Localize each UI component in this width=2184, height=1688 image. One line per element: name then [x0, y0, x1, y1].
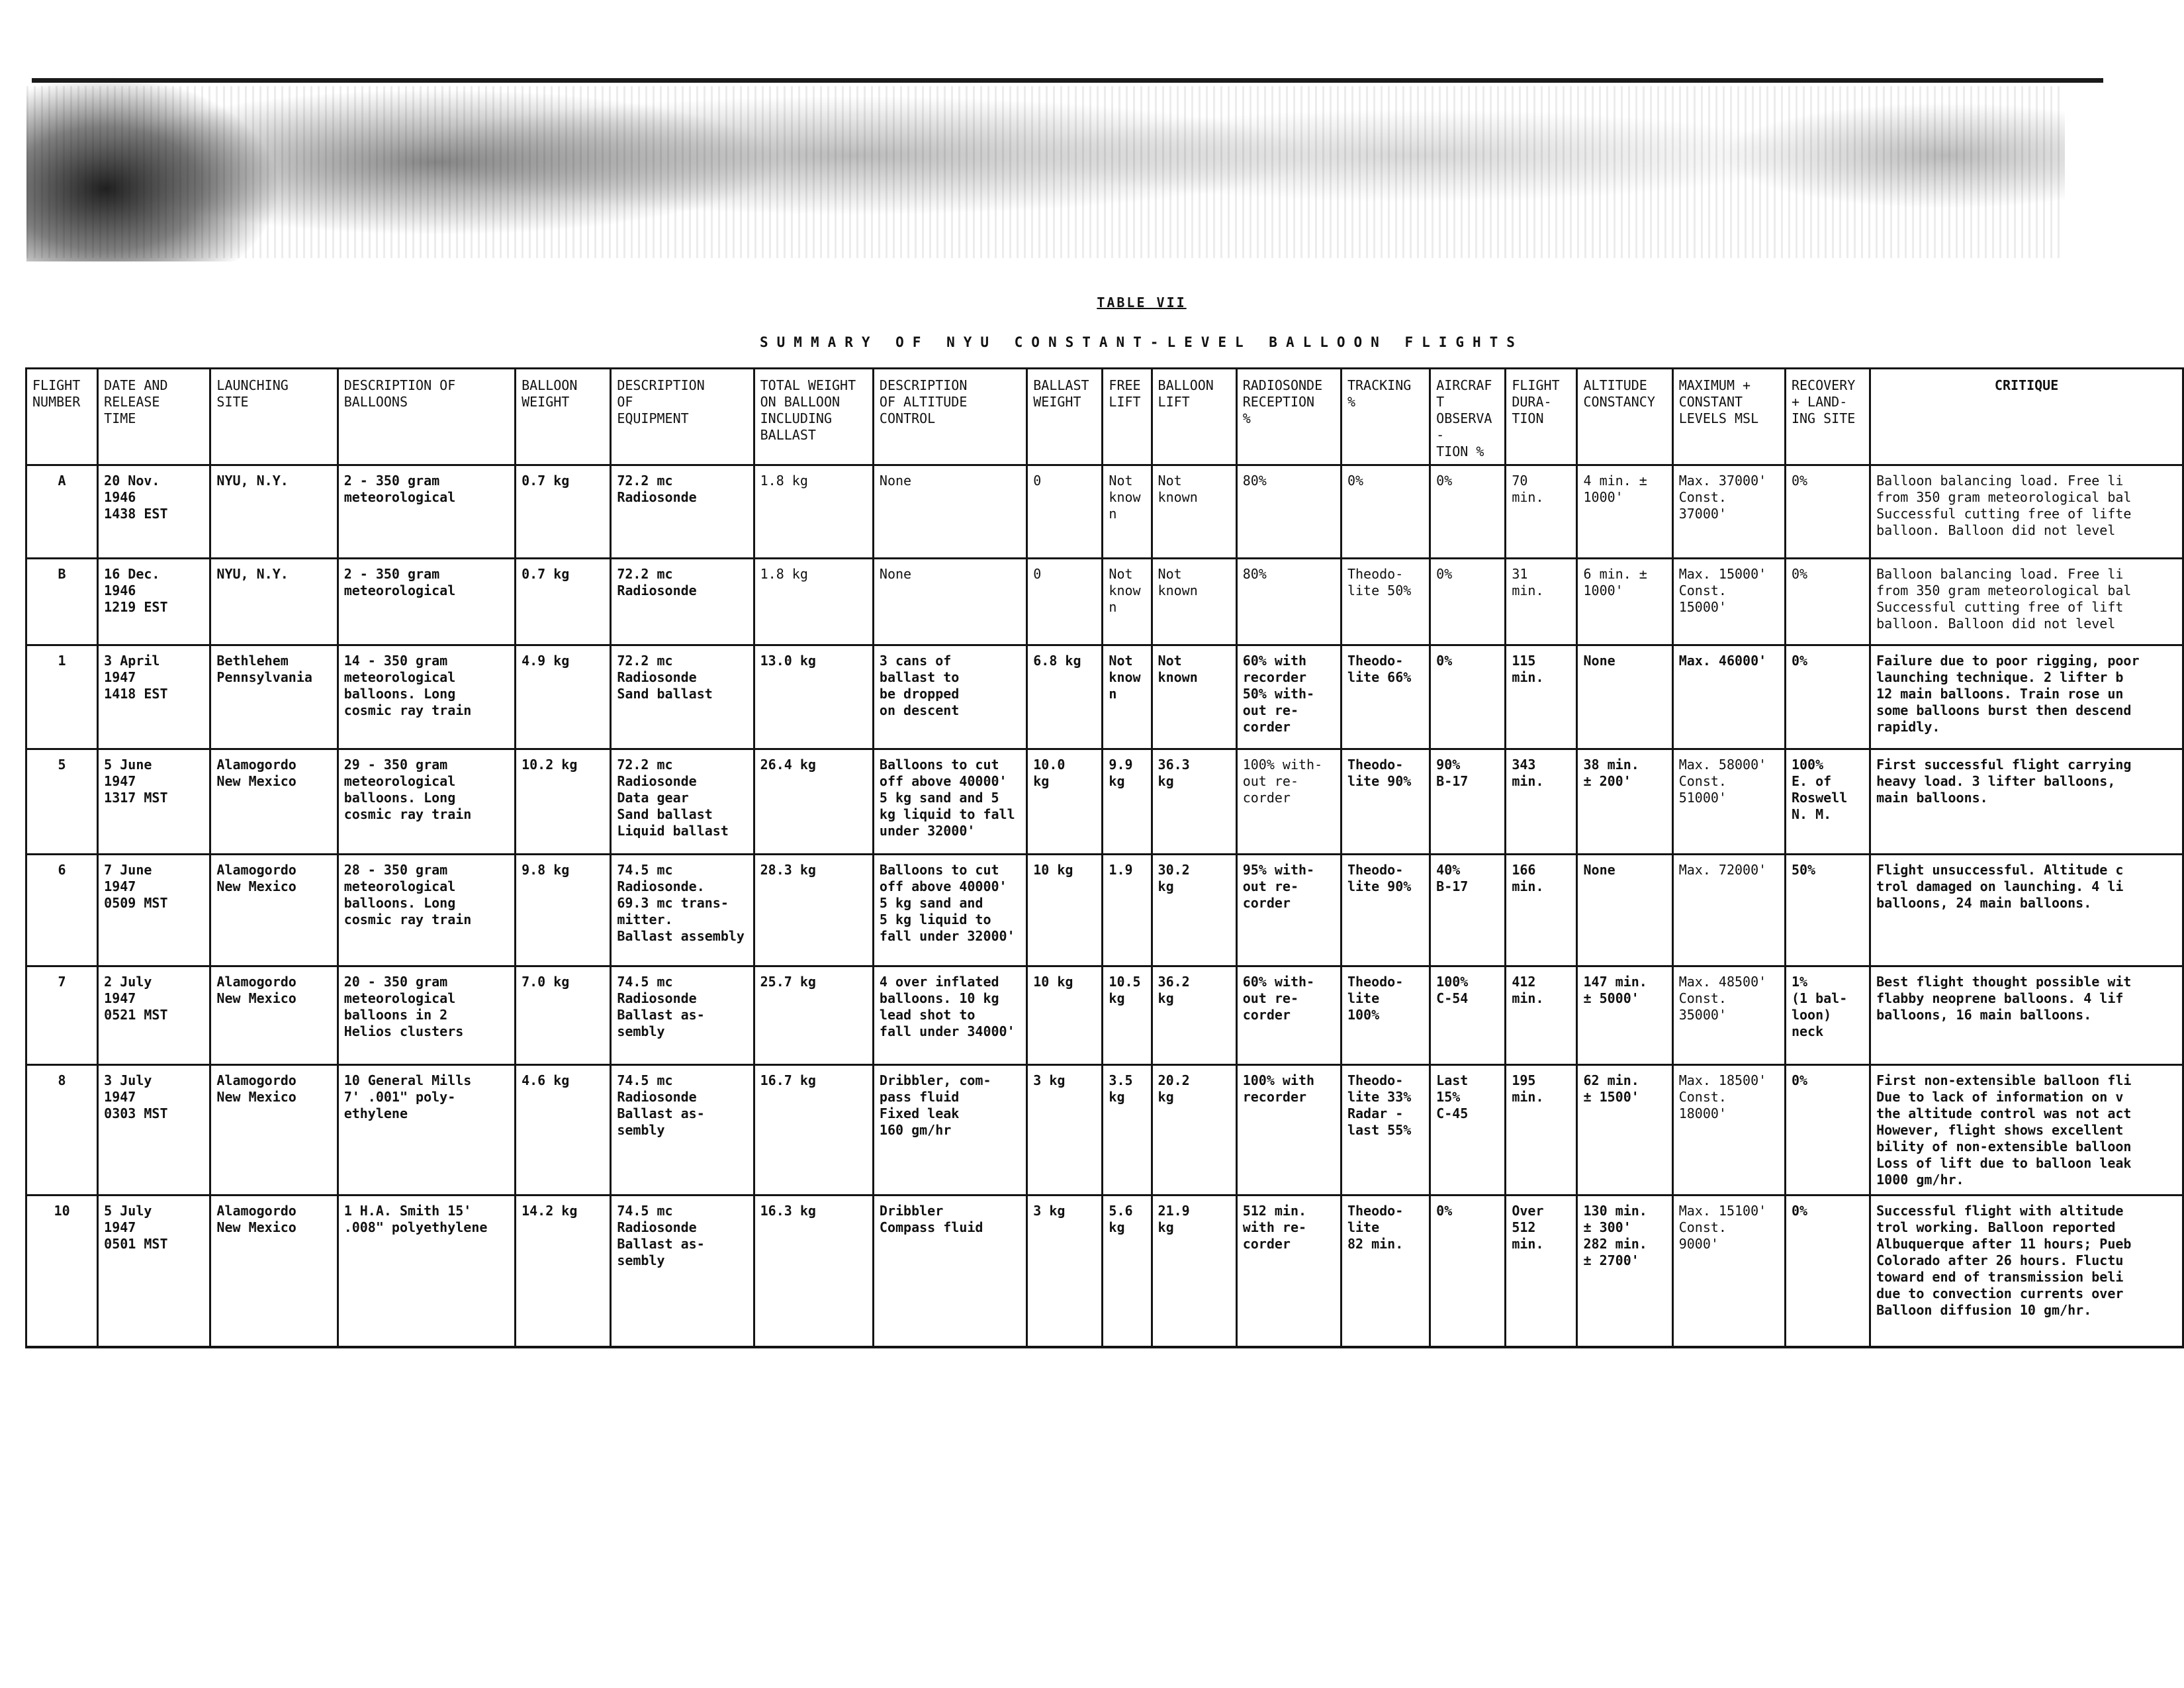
cell-radiosonde-reception: 80% [1236, 559, 1341, 645]
cell-description-of-equipment: 74.5 mc Radiosonde Ballast as- sembly [611, 1196, 754, 1348]
col-altitude-constancy: ALTITUDE CONSTANCY [1577, 369, 1672, 465]
cell-launching-site: NYU, N.Y. [210, 465, 338, 559]
cell-radiosonde-reception: 100% with- out re- corder [1236, 749, 1341, 855]
cell-description-of-equipment: 74.5 mc Radiosonde. 69.3 mc trans- mitter. Ballast assembly [611, 855, 754, 966]
cell-balloon-lift: 36.3 kg [1152, 749, 1236, 855]
col-free-lift: FREE LIFT [1103, 369, 1152, 465]
cell-radiosonde-reception: 80% [1236, 465, 1341, 559]
cell-altitude-constancy: 6 min. ± 1000' [1577, 559, 1672, 645]
col-tracking: TRACKING % [1341, 369, 1430, 465]
cell-total-weight: 26.4 kg [754, 749, 873, 855]
col-recovery-landing-site: RECOVERY + LAND- ING SITE [1785, 369, 1870, 465]
cell-description-of-equipment: 72.2 mc Radiosonde [611, 559, 754, 645]
cell-date-release-time: 16 Dec. 1946 1219 EST [98, 559, 210, 645]
cell-balloon-weight: 4.9 kg [516, 645, 611, 749]
cell-balloon-lift: 21.9 kg [1152, 1196, 1236, 1348]
cell-ballast-weight: 10 kg [1027, 855, 1103, 966]
cell-flight-number: 6 [26, 855, 98, 966]
cell-flight-number: 7 [26, 966, 98, 1065]
cell-tracking: Theodo- lite 66% [1341, 645, 1430, 749]
cell-total-weight: 16.7 kg [754, 1065, 873, 1196]
cell-maximum-constant-levels: Max. 46000' [1672, 645, 1785, 749]
cell-total-weight: 1.8 kg [754, 465, 873, 559]
cell-altitude-control: Dribbler Compass fluid [873, 1196, 1026, 1348]
cell-aircraft-observation: 40% B-17 [1430, 855, 1506, 966]
col-radiosonde-reception: RADIOSONDE RECEPTION % [1236, 369, 1341, 465]
table-subtitle: SUMMARY OF NYU CONSTANT-LEVEL BALLOON FLIGHTS [760, 334, 1524, 350]
cell-total-weight: 13.0 kg [754, 645, 873, 749]
cell-tracking: Theodo- lite 82 min. [1341, 1196, 1430, 1348]
cell-date-release-time: 3 April 1947 1418 EST [98, 645, 210, 749]
col-balloon-weight: BALLOON WEIGHT [516, 369, 611, 465]
table-row [26, 855, 2183, 966]
cell-ballast-weight: 0 [1027, 559, 1103, 645]
cell-date-release-time: 5 June 1947 1317 MST [98, 749, 210, 855]
cell-launching-site: NYU, N.Y. [210, 559, 338, 645]
cell-date-release-time: 20 Nov. 1946 1438 EST [98, 465, 210, 559]
cell-maximum-constant-levels: Max. 15100' Const. 9000' [1672, 1196, 1785, 1348]
cell-radiosonde-reception: 512 min. with re- corder [1236, 1196, 1341, 1348]
cell-ballast-weight: 0 [1027, 465, 1103, 559]
cell-critique: Balloon balancing load. Free li from 350 gram meteorological bal Successful cutting free of lifte balloon. Balloon did not level [1870, 465, 2183, 559]
cell-free-lift: 5.6 kg [1103, 1196, 1152, 1348]
cell-critique: First non-extensible balloon fli Due to lack of information on v the altitude control was not act However, flight shows excellent bility of non-extensible balloon Loss of lift due to balloon leak 1000 gm/hr. [1870, 1065, 2183, 1196]
cell-altitude-constancy: None [1577, 645, 1672, 749]
cell-tracking: Theodo- lite 90% [1341, 749, 1430, 855]
cell-balloon-weight: 14.2 kg [516, 1196, 611, 1348]
cell-balloon-lift: 30.2 kg [1152, 855, 1236, 966]
cell-flight-duration: Over 512 min. [1506, 1196, 1577, 1348]
table-row [26, 559, 2183, 645]
cell-free-lift: 3.5 kg [1103, 1065, 1152, 1196]
col-aircraft-observation: AIRCRAFT OBSERVA- TION % [1430, 369, 1506, 465]
cell-launching-site: Alamogordo New Mexico [210, 966, 338, 1065]
col-description-of-equipment: DESCRIPTION OF EQUIPMENT [611, 369, 754, 465]
cell-maximum-constant-levels: Max. 58000' Const. 51000' [1672, 749, 1785, 855]
cell-radiosonde-reception: 95% with- out re- corder [1236, 855, 1341, 966]
table-row [26, 465, 2183, 559]
cell-altitude-control: 3 cans of ballast to be dropped on descent [873, 645, 1026, 749]
cell-total-weight: 1.8 kg [754, 559, 873, 645]
cell-altitude-control: Balloons to cut off above 40000' 5 kg sand and 5 kg liquid to fall under 32000' [873, 855, 1026, 966]
cell-balloon-lift: 36.2 kg [1152, 966, 1236, 1065]
cell-flight-duration: 412 min. [1506, 966, 1577, 1065]
cell-altitude-control: Balloons to cut off above 40000' 5 kg sand and 5 kg liquid to fall under 32000' [873, 749, 1026, 855]
cell-balloon-weight: 7.0 kg [516, 966, 611, 1065]
cell-recovery-landing-site: 0% [1785, 1065, 1870, 1196]
cell-balloon-weight: 0.7 kg [516, 559, 611, 645]
cell-free-lift: 10.5 kg [1103, 966, 1152, 1065]
col-ballast-weight: BALLAST WEIGHT [1027, 369, 1103, 465]
cell-critique: Balloon balancing load. Free li from 350 gram meteorological bal Successful cutting free of lift balloon. Balloon did not level [1870, 559, 2183, 645]
cell-description-of-balloons: 2 - 350 gram meteorological [338, 559, 515, 645]
cell-aircraft-observation: 90% B-17 [1430, 749, 1506, 855]
cell-ballast-weight: 3 kg [1027, 1196, 1103, 1348]
table-row [26, 966, 2183, 1065]
cell-flight-duration: 166 min. [1506, 855, 1577, 966]
cell-free-lift: 9.9 kg [1103, 749, 1152, 855]
cell-launching-site: Bethlehem Pennsylvania [210, 645, 338, 749]
cell-recovery-landing-site: 0% [1785, 1196, 1870, 1348]
cell-balloon-weight: 9.8 kg [516, 855, 611, 966]
cell-tracking: Theodo- lite 50% [1341, 559, 1430, 645]
cell-flight-duration: 343 min. [1506, 749, 1577, 855]
col-flight-duration: FLIGHT DURA- TION [1506, 369, 1577, 465]
flight-summary-table [25, 367, 2184, 1348]
cell-free-lift: Not known [1103, 645, 1152, 749]
col-description-of-balloons: DESCRIPTION OF BALLOONS [338, 369, 515, 465]
cell-flight-duration: 115 min. [1506, 645, 1577, 749]
cell-tracking: Theodo- lite 33% Radar - last 55% [1341, 1065, 1430, 1196]
cell-description-of-equipment: 74.5 mc Radiosonde Ballast as- sembly [611, 1065, 754, 1196]
cell-altitude-control: None [873, 465, 1026, 559]
cell-description-of-balloons: 2 - 350 gram meteorological [338, 465, 515, 559]
cell-recovery-landing-site: 50% [1785, 855, 1870, 966]
cell-tracking: Theodo- lite 90% [1341, 855, 1430, 966]
cell-description-of-balloons: 29 - 350 gram meteorological balloons. Long cosmic ray train [338, 749, 515, 855]
cell-altitude-constancy: 38 min. ± 200' [1577, 749, 1672, 855]
cell-balloon-weight: 4.6 kg [516, 1065, 611, 1196]
cell-flight-number: 5 [26, 749, 98, 855]
table-row [26, 1065, 2183, 1196]
cell-description-of-balloons: 14 - 350 gram meteorological balloons. Long cosmic ray train [338, 645, 515, 749]
cell-maximum-constant-levels: Max. 15000' Const. 15000' [1672, 559, 1785, 645]
cell-flight-number: 8 [26, 1065, 98, 1196]
cell-maximum-constant-levels: Max. 37000' Const. 37000' [1672, 465, 1785, 559]
col-launching-site: LAUNCHING SITE [210, 369, 338, 465]
cell-ballast-weight: 3 kg [1027, 1065, 1103, 1196]
cell-balloon-lift: Not known [1152, 465, 1236, 559]
cell-description-of-balloons: 20 - 350 gram meteorological balloons in 2 Helios clusters [338, 966, 515, 1065]
cell-radiosonde-reception: 60% with recorder 50% with- out re- corder [1236, 645, 1341, 749]
scan-noise [26, 86, 2065, 258]
cell-flight-duration: 31 min. [1506, 559, 1577, 645]
cell-critique: First successful flight carrying heavy load. 3 lifter balloons, main balloons. [1870, 749, 2183, 855]
table-title: TABLE VII [1097, 295, 1187, 310]
cell-flight-number: 10 [26, 1196, 98, 1348]
cell-recovery-landing-site: 1% (1 bal- loon) neck [1785, 966, 1870, 1065]
cell-critique: Best flight thought possible wit flabby neoprene balloons. 4 lif balloons, 16 main balloons. [1870, 966, 2183, 1065]
cell-tracking: Theodo- lite 100% [1341, 966, 1430, 1065]
cell-altitude-constancy: 130 min. ± 300' 282 min. ± 2700' [1577, 1196, 1672, 1348]
cell-balloon-weight: 10.2 kg [516, 749, 611, 855]
cell-launching-site: Alamogordo New Mexico [210, 855, 338, 966]
cell-critique: Failure due to poor rigging, poor launching technique. 2 lifter b 12 main balloons. Train rose un some balloons burst then descend rapidly. [1870, 645, 2183, 749]
table-row [26, 1196, 2183, 1348]
cell-launching-site: Alamogordo New Mexico [210, 1196, 338, 1348]
cell-critique: Flight unsuccessful. Altitude c trol damaged on launching. 4 li balloons, 24 main balloons. [1870, 855, 2183, 966]
header-row [26, 369, 2183, 465]
cell-altitude-control: 4 over inflated balloons. 10 kg lead shot to fall under 34000' [873, 966, 1026, 1065]
cell-aircraft-observation: 0% [1430, 645, 1506, 749]
cell-altitude-control: None [873, 559, 1026, 645]
cell-date-release-time: 5 July 1947 0501 MST [98, 1196, 210, 1348]
cell-date-release-time: 3 July 1947 0303 MST [98, 1065, 210, 1196]
cell-balloon-weight: 0.7 kg [516, 465, 611, 559]
cell-recovery-landing-site: 0% [1785, 559, 1870, 645]
cell-altitude-control: Dribbler, com- pass fluid Fixed leak 160 gm/hr [873, 1065, 1026, 1196]
cell-total-weight: 28.3 kg [754, 855, 873, 966]
cell-description-of-equipment: 74.5 mc Radiosonde Ballast as- sembly [611, 966, 754, 1065]
cell-altitude-constancy: 4 min. ± 1000' [1577, 465, 1672, 559]
cell-flight-duration: 70 min. [1506, 465, 1577, 559]
cell-date-release-time: 7 June 1947 0509 MST [98, 855, 210, 966]
cell-ballast-weight: 10 kg [1027, 966, 1103, 1065]
cell-aircraft-observation: Last 15% C-45 [1430, 1065, 1506, 1196]
cell-free-lift: Not known [1103, 559, 1152, 645]
cell-description-of-balloons: 10 General Mills 7' .001" poly- ethylene [338, 1065, 515, 1196]
cell-radiosonde-reception: 100% with recorder [1236, 1065, 1341, 1196]
col-total-weight: TOTAL WEIGHT ON BALLOON INCLUDING BALLAST [754, 369, 873, 465]
cell-description-of-balloons: 1 H.A. Smith 15' .008" polyethylene [338, 1196, 515, 1348]
table-row [26, 645, 2183, 749]
cell-critique: Successful flight with altitude trol working. Balloon reported Albuquerque after 11 hours; Pueb Colorado after 26 hours. Fluctu toward end of transmission beli due to convection currents over Balloon diffusion 10 gm/hr. [1870, 1196, 2183, 1348]
cell-maximum-constant-levels: Max. 48500' Const. 35000' [1672, 966, 1785, 1065]
cell-description-of-equipment: 72.2 mc Radiosonde [611, 465, 754, 559]
cell-altitude-constancy: 147 min. ± 5000' [1577, 966, 1672, 1065]
cell-maximum-constant-levels: Max. 18500' Const. 18000' [1672, 1065, 1785, 1196]
cell-date-release-time: 2 July 1947 0521 MST [98, 966, 210, 1065]
col-altitude-control: DESCRIPTION OF ALTITUDE CONTROL [873, 369, 1026, 465]
top-rule [32, 78, 2103, 83]
col-date-release-time: DATE AND RELEASE TIME [98, 369, 210, 465]
cell-altitude-constancy: None [1577, 855, 1672, 966]
cell-description-of-balloons: 28 - 350 gram meteorological balloons. Long cosmic ray train [338, 855, 515, 966]
cell-balloon-lift: Not known [1152, 559, 1236, 645]
cell-description-of-equipment: 72.2 mc Radiosonde Sand ballast [611, 645, 754, 749]
cell-launching-site: Alamogordo New Mexico [210, 1065, 338, 1196]
cell-flight-number: A [26, 465, 98, 559]
cell-flight-duration: 195 min. [1506, 1065, 1577, 1196]
cell-flight-number: 1 [26, 645, 98, 749]
cell-flight-number: B [26, 559, 98, 645]
cell-maximum-constant-levels: Max. 72000' [1672, 855, 1785, 966]
cell-recovery-landing-site: 100% E. of Roswell N. M. [1785, 749, 1870, 855]
cell-aircraft-observation: 0% [1430, 465, 1506, 559]
cell-balloon-lift: Not known [1152, 645, 1236, 749]
col-critique: CRITIQUE [1870, 369, 2183, 465]
cell-aircraft-observation: 100% C-54 [1430, 966, 1506, 1065]
table-row [26, 749, 2183, 855]
cell-recovery-landing-site: 0% [1785, 645, 1870, 749]
cell-radiosonde-reception: 60% with- out re- corder [1236, 966, 1341, 1065]
cell-ballast-weight: 10.0 kg [1027, 749, 1103, 855]
cell-free-lift: 1.9 [1103, 855, 1152, 966]
cell-launching-site: Alamogordo New Mexico [210, 749, 338, 855]
cell-balloon-lift: 20.2 kg [1152, 1065, 1236, 1196]
cell-total-weight: 16.3 kg [754, 1196, 873, 1348]
col-maximum-constant-levels: MAXIMUM + CONSTANT LEVELS MSL [1672, 369, 1785, 465]
cell-free-lift: Not known [1103, 465, 1152, 559]
cell-altitude-constancy: 62 min. ± 1500' [1577, 1065, 1672, 1196]
cell-tracking: 0% [1341, 465, 1430, 559]
cell-recovery-landing-site: 0% [1785, 465, 1870, 559]
cell-total-weight: 25.7 kg [754, 966, 873, 1065]
cell-aircraft-observation: 0% [1430, 559, 1506, 645]
col-flight-number: FLIGHT NUMBER [26, 369, 98, 465]
col-balloon-lift: BALLOON LIFT [1152, 369, 1236, 465]
cell-description-of-equipment: 72.2 mc Radiosonde Data gear Sand ballast Liquid ballast [611, 749, 754, 855]
cell-aircraft-observation: 0% [1430, 1196, 1506, 1348]
cell-ballast-weight: 6.8 kg [1027, 645, 1103, 749]
